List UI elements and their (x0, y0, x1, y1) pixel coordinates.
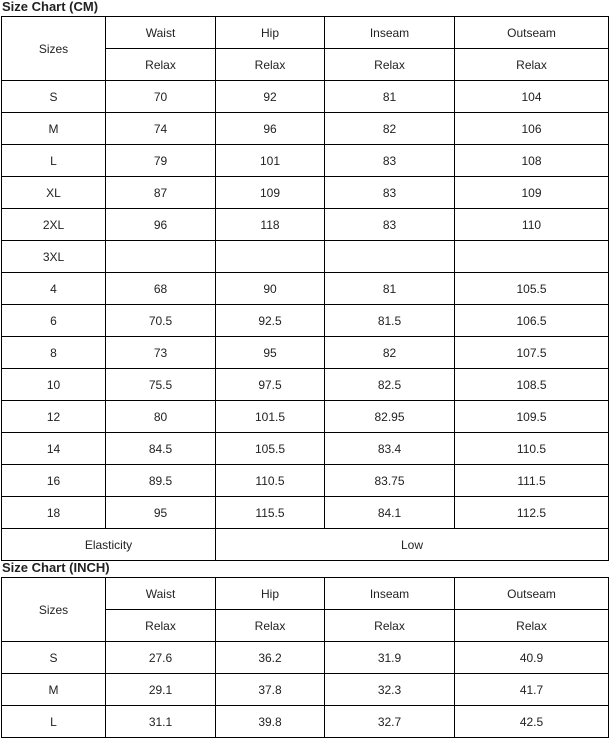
table-row (2, 177, 609, 209)
measurement-cell: 108 (455, 145, 609, 177)
inch-fit-outseam: Relax (455, 610, 609, 642)
measurement-cell: 96 (216, 113, 325, 145)
measurement-cell: 82 (325, 337, 455, 369)
measurement-cell: 73 (106, 337, 216, 369)
table-row (2, 209, 609, 241)
measurement-cell: 101 (216, 145, 325, 177)
measurement-cell: 108.5 (455, 369, 609, 401)
measurement-cell: 90 (216, 273, 325, 305)
elasticity-label: Elasticity (2, 529, 216, 561)
measurement-cell (216, 241, 325, 273)
inch-chart-title: Size Chart (INCH) (2, 560, 110, 575)
table-row (2, 433, 609, 465)
size-label-cell: L (2, 706, 106, 738)
measurement-cell: 81 (325, 273, 455, 305)
measurement-cell: 110 (455, 209, 609, 241)
inch-size-table (1, 577, 609, 738)
measurement-cell: 36.2 (216, 642, 325, 674)
measurement-cell: 110.5 (216, 465, 325, 497)
measurement-cell: 115.5 (216, 497, 325, 529)
measurement-cell: 83 (325, 145, 455, 177)
measurement-cell: 101.5 (216, 401, 325, 433)
measurement-cell: 31.1 (106, 706, 216, 738)
measurement-cell: 89.5 (106, 465, 216, 497)
table-row (2, 145, 609, 177)
cm-fit-outseam: Relax (455, 49, 609, 81)
size-label-cell: 6 (2, 305, 106, 337)
measurement-cell: 82.5 (325, 369, 455, 401)
cm-fit-waist: Relax (106, 49, 216, 81)
measurement-cell: 81.5 (325, 305, 455, 337)
measurement-cell: 84.1 (325, 497, 455, 529)
measurement-cell: 105.5 (216, 433, 325, 465)
size-label-cell: L (2, 145, 106, 177)
measurement-cell: 32.3 (325, 674, 455, 706)
measurement-cell: 109 (455, 177, 609, 209)
size-label-cell: 14 (2, 433, 106, 465)
inch-col-hip: Hip (216, 578, 325, 610)
table-row (2, 241, 609, 273)
inch-header-row (2, 578, 609, 610)
measurement-cell: 79 (106, 145, 216, 177)
cm-col-waist: Waist (106, 17, 216, 49)
measurement-cell: 92 (216, 81, 325, 113)
elasticity-value: Low (216, 529, 609, 561)
measurement-cell: 39.8 (216, 706, 325, 738)
size-label-cell: 16 (2, 465, 106, 497)
inch-size-chart (0, 561, 610, 738)
table-row (2, 273, 609, 305)
size-label-cell: 3XL (2, 241, 106, 273)
table-row (2, 465, 609, 497)
table-row (2, 674, 609, 706)
cm-chart-title: Size Chart (CM) (2, 0, 99, 14)
measurement-cell: 68 (106, 273, 216, 305)
cm-col-outseam: Outseam (455, 17, 609, 49)
size-label-cell: 2XL (2, 209, 106, 241)
measurement-cell: 32.7 (325, 706, 455, 738)
cm-size-table (1, 16, 609, 561)
measurement-cell: 27.6 (106, 642, 216, 674)
measurement-cell: 83.75 (325, 465, 455, 497)
measurement-cell (455, 241, 609, 273)
inch-col-inseam: Inseam (325, 578, 455, 610)
measurement-cell: 104 (455, 81, 609, 113)
cm-fit-inseam: Relax (325, 49, 455, 81)
measurement-cell: 106 (455, 113, 609, 145)
measurement-cell: 110.5 (455, 433, 609, 465)
size-label-cell: 10 (2, 369, 106, 401)
measurement-cell (325, 241, 455, 273)
table-row (2, 113, 609, 145)
inch-col-waist: Waist (106, 578, 216, 610)
measurement-cell: 81 (325, 81, 455, 113)
measurement-cell: 82 (325, 113, 455, 145)
table-row (2, 706, 609, 738)
measurement-cell: 107.5 (455, 337, 609, 369)
measurement-cell: 41.7 (455, 674, 609, 706)
table-row (2, 401, 609, 433)
measurement-cell: 70.5 (106, 305, 216, 337)
measurement-cell: 82.95 (325, 401, 455, 433)
measurement-cell: 97.5 (216, 369, 325, 401)
measurement-cell: 29.1 (106, 674, 216, 706)
cm-header-row (2, 17, 609, 49)
size-label-cell: M (2, 113, 106, 145)
measurement-cell: 109.5 (455, 401, 609, 433)
measurement-cell: 106.5 (455, 305, 609, 337)
size-label-cell: S (2, 642, 106, 674)
measurement-cell: 112.5 (455, 497, 609, 529)
cm-col-inseam: Inseam (325, 17, 455, 49)
measurement-cell: 83 (325, 177, 455, 209)
measurement-cell: 42.5 (455, 706, 609, 738)
measurement-cell: 95 (106, 497, 216, 529)
cm-col-hip: Hip (216, 17, 325, 49)
size-label-cell: S (2, 81, 106, 113)
inch-col-outseam: Outseam (455, 578, 609, 610)
table-row (2, 81, 609, 113)
size-label-cell: M (2, 674, 106, 706)
size-label-cell: 4 (2, 273, 106, 305)
measurement-cell: 40.9 (455, 642, 609, 674)
measurement-cell: 92.5 (216, 305, 325, 337)
measurement-cell: 80 (106, 401, 216, 433)
measurement-cell: 31.9 (325, 642, 455, 674)
measurement-cell: 96 (106, 209, 216, 241)
table-row (2, 642, 609, 674)
measurement-cell: 37.8 (216, 674, 325, 706)
size-label-cell: 12 (2, 401, 106, 433)
size-label-cell: XL (2, 177, 106, 209)
measurement-cell: 83 (325, 209, 455, 241)
measurement-cell: 118 (216, 209, 325, 241)
table-row (2, 337, 609, 369)
measurement-cell: 109 (216, 177, 325, 209)
measurement-cell: 75.5 (106, 369, 216, 401)
measurement-cell: 111.5 (455, 465, 609, 497)
cm-elasticity-row (2, 529, 609, 561)
measurement-cell: 74 (106, 113, 216, 145)
measurement-cell: 84.5 (106, 433, 216, 465)
measurement-cell: 95 (216, 337, 325, 369)
measurement-cell: 87 (106, 177, 216, 209)
measurement-cell: 83.4 (325, 433, 455, 465)
inch-fit-inseam: Relax (325, 610, 455, 642)
table-row (2, 369, 609, 401)
measurement-cell: 70 (106, 81, 216, 113)
measurement-cell (106, 241, 216, 273)
table-row (2, 497, 609, 529)
table-row (2, 305, 609, 337)
cm-fit-hip: Relax (216, 49, 325, 81)
size-label-cell: 8 (2, 337, 106, 369)
measurement-cell: 105.5 (455, 273, 609, 305)
inch-sizes-header: Sizes (2, 578, 106, 642)
size-label-cell: 18 (2, 497, 106, 529)
inch-fit-hip: Relax (216, 610, 325, 642)
cm-sizes-header: Sizes (2, 17, 106, 81)
inch-fit-waist: Relax (106, 610, 216, 642)
